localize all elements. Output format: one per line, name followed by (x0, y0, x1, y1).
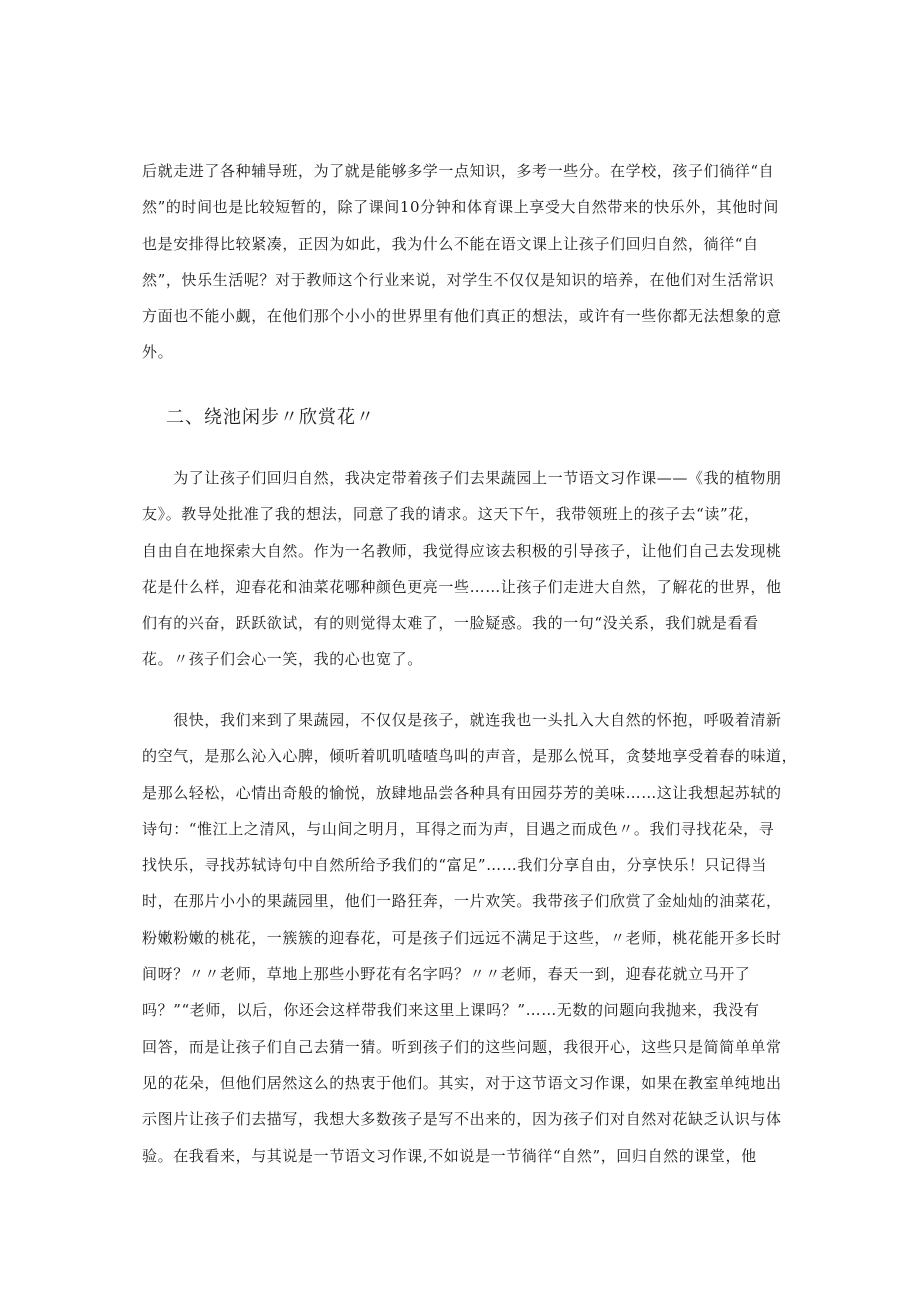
paragraph-line: 吗？”“老师，以后，你还会这样带我们来这里上课吗？”……无数的问题向我抛来，我没有 (142, 1001, 760, 1020)
paragraph-line: 后就走进了各种辅导班，为了就是能够多学一点知识，多考一些分。在学校，孩子们徜徉“自 (142, 162, 775, 180)
paragraph-orchard (142, 702, 802, 1174)
paragraph-line: 间呀？〃〃老师，草地上那些小野花有名字吗？〃〃老师，春天一到，迎春花就立马开了 (142, 965, 751, 984)
paragraph-line: 自由自在地探索大自然。作为一名教师，我觉得应该去积极的引导孩子，让他们自己去发现桃 (142, 541, 782, 560)
paragraph-line: 示图片让孩子们去描写，我想大多数孩子是写不出来的，因为孩子们对自然对花缺乏认识与体 (142, 1110, 782, 1129)
paragraph-line: 花。〃孩子们会心一笑，我的心也宽了。 (142, 650, 423, 669)
paragraph-line: 然”，快乐生活呢？对于教师这个行业来说，对学生不仅仅是知识的培养，在他们对生活常识 (142, 270, 775, 289)
paragraph-line: 外。 (142, 343, 174, 362)
paragraph-line: 们有的兴奋，跃跃欲试，有的则觉得太难了，一脸疑惑。我的一句“没关系，我们就是看看 (142, 614, 759, 633)
paragraph-line: 粉嫩粉嫩的桃花，一簇簇的迎春花，可是孩子们远远不满足于这些，〃老师，桃花能开多长时 (142, 928, 782, 947)
paragraph-line: 时，在那片小小的果蔬园里，他们一路狂奔，一片欢笑。我带孩子们欣赏了金灿灿的油菜花， (142, 892, 782, 911)
paragraph-field-trip (142, 460, 802, 678)
paragraph-line: 见的花朵，但他们居然这么的热衷于他们。其实，对于这节语文习作课，如果在教室单纯地出 (142, 1073, 782, 1092)
paragraph-line: 是那么轻松，心情出奇般的愉悦，放肆地品尝各种具有田园芬芳的美味……这让我想起苏轼的 (142, 783, 782, 802)
paragraph-line: 花是什么样，迎春花和油菜花哪种颜色更亮一些……让孩子们走进大自然，了解花的世界，他 (142, 577, 782, 596)
paragraph-line: 为了让孩子们回归自然，我决定带着孩子们去果蔬园上一节语文习作课——《我的植物朋 (142, 469, 782, 487)
paragraph-line: 找快乐，寻找苏轼诗句中自然所给予我们的“富足”……我们分享自由，分享快乐！只记得当 (142, 856, 767, 875)
paragraph-line: 很快，我们来到了果蔬园，不仅仅是孩子，就连我也一头扎入大自然的怀抱，呼吸着清新 (142, 711, 782, 729)
paragraph-line: 方面也不能小觑，在他们那个小小的世界里有他们真正的想法，或许有一些你都无法想象的意 (142, 307, 782, 326)
paragraph-line: 然”的时间也是比较短暂的，除了课间10分钟和体育课上享受大自然带来的快乐外，其他时间 (142, 198, 779, 217)
paragraph-line: 回答，而是让孩子们自己去猜一猜。听到孩子们的这些问题，我很开心，这些只是简简单单常 (142, 1037, 782, 1056)
paragraph-line: 的空气，是那么沁入心脾，倾听着叽叽喳喳鸟叫的声音，是那么悦耳，贪婪地享受着春的味道， (142, 747, 798, 766)
paragraph-line: 诗句：“惟江上之清风，与山间之明月，耳得之而为声，目遇之而成色〃。我们寻找花朵，寻 (142, 819, 775, 838)
paragraph-continuation (142, 153, 802, 371)
paragraph-line: 也是安排得比较紧凑，正因为如此，我为什么不能在语文课上让孩子们回归自然，徜徉“自 (142, 234, 759, 253)
paragraph-line: 验。在我看来，与其说是一节语文习作课,不如说是一节徜徉“自然”，回归自然的课堂，他 (142, 1146, 757, 1165)
paragraph-line: 友》。教导处批准了我的想法，同意了我的请求。这天下午，我带领班上的孩子去“读”花， (142, 505, 760, 524)
section-heading: 二、绕池闲步〃欣赏花〃 (166, 407, 375, 428)
